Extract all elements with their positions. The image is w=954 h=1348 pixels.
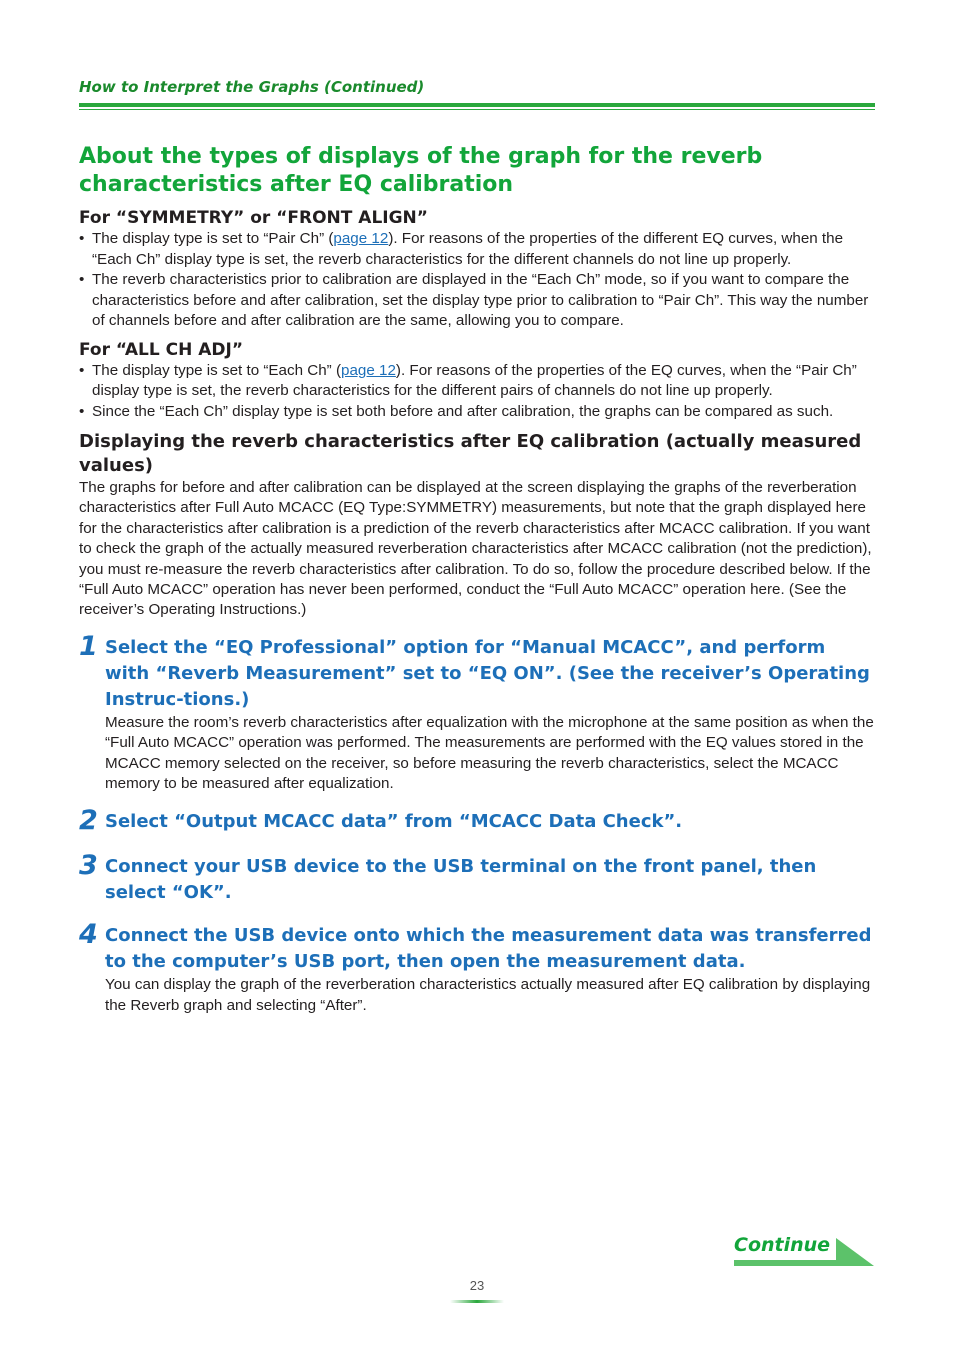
step-title: Connect your USB device to the USB terminal on the front panel, then select “OK”. [105,856,817,904]
list-item: • The reverb characteristics prior to calibration are displayed in the “Each Ch” mode, so if you want to compare the characteristics before and after calibration, set the display type prior to calibration to “Pair Ch”. This way the number of channels before and after calibration are the same, allowing you to compare. [79,270,875,332]
page-link[interactable]: page 12 [333,230,389,247]
running-header: How to Interpret the Graphs (Continued) [79,78,425,96]
symmetry-heading: For “SYMMETRY” or “FRONT ALIGN” [79,208,428,228]
step-3 [79,850,875,906]
page-number: 23 [469,1278,485,1293]
step-2 [79,805,875,837]
section-title: About the types of displays of the graph for the reverb characteristics after EQ calibration [79,144,763,197]
step-number: 1 [79,630,98,662]
page-number-decoration [450,1299,504,1305]
step-description: You can display the graph of the reverberation characteristics actually measured after EQ calibration by displaying the Reverb graph and selecting “After”. [105,976,871,1014]
symmetry-list [79,229,875,332]
page-link[interactable]: page 12 [341,361,396,379]
measured-body: The graphs for before and after calibration can be displayed at the screen displaying the graphs of the reverberation characteristics after Full Auto MCACC (EQ Type:SYMMETRY) measurements, but note that the graph displayed here for the characteristics after calibration is a prediction of the reverb characteristics after MCACC calibration. If you want to check the graph of the actually measured reverberation characteristics after MCACC calibration (not the prediction), you must re-measure the reverb characteristics after calibration. To do so, follow the procedure described below. If the “Full Auto MCACC” operation has never been performed, conduct the “Full Auto MCACC” operation here. (See the receiver’s Operating Instructions.) [79,479,872,619]
continue-bar [734,1260,842,1266]
measured-heading: Displaying the reverb characteristics after EQ calibration (actually measured values) [79,431,862,476]
step-number: 2 [79,805,98,837]
allch-list [79,361,875,423]
main-content [79,143,875,1016]
step-4 [79,919,875,1016]
list-item: • Since the “Each Ch” display type is set both before and after calibration, the graphs can be compared as such. [79,402,875,423]
step-title: Connect the USB device onto which the measurement data was transferred to the computer’s USB port, then open the measurement data. [105,925,872,973]
step-number: 3 [79,850,98,882]
step-1 [79,630,875,795]
step-title: Select the “EQ Professional” option for “Manual MCACC”, and perform with “Reverb Measurement” set to “EQ ON”. (See the receiver’s Operating Instruc-tions.) [105,636,870,710]
header-rule-thin [79,109,875,110]
continue-arrow-icon[interactable] [836,1238,876,1268]
list-item: • The display type is set to “Pair Ch” (page 12). For reasons of the properties of the different EQ curves, when the “Each Ch” display type is set, the reverb characteristics for the different channels do not line up properly. [79,229,875,270]
allch-heading: For “ALL CH ADJ” [79,339,244,360]
step-title: Select “Output MCACC data” from “MCACC Data Check”. [105,811,683,833]
step-description: Measure the room’s reverb characteristics after equalization with the microphone at the same position as when the “Full Auto MCACC” operation was performed. The measurements are performed with the EQ values stored in the MCACC memory selected on the receiver, so before measuring the reverb characteristics, select the MCACC memory to be measured after equalization. [105,713,874,793]
continue-label[interactable]: Continue [734,1234,831,1256]
header-rule [79,103,875,107]
list-item: • The display type is set to “Each Ch” (page 12). For reasons of the properties of the EQ curves, when the “Pair Ch” display type is set, the reverb characteristics for the different pairs of channels do not line up properly. [79,361,875,402]
step-number: 4 [79,919,98,951]
